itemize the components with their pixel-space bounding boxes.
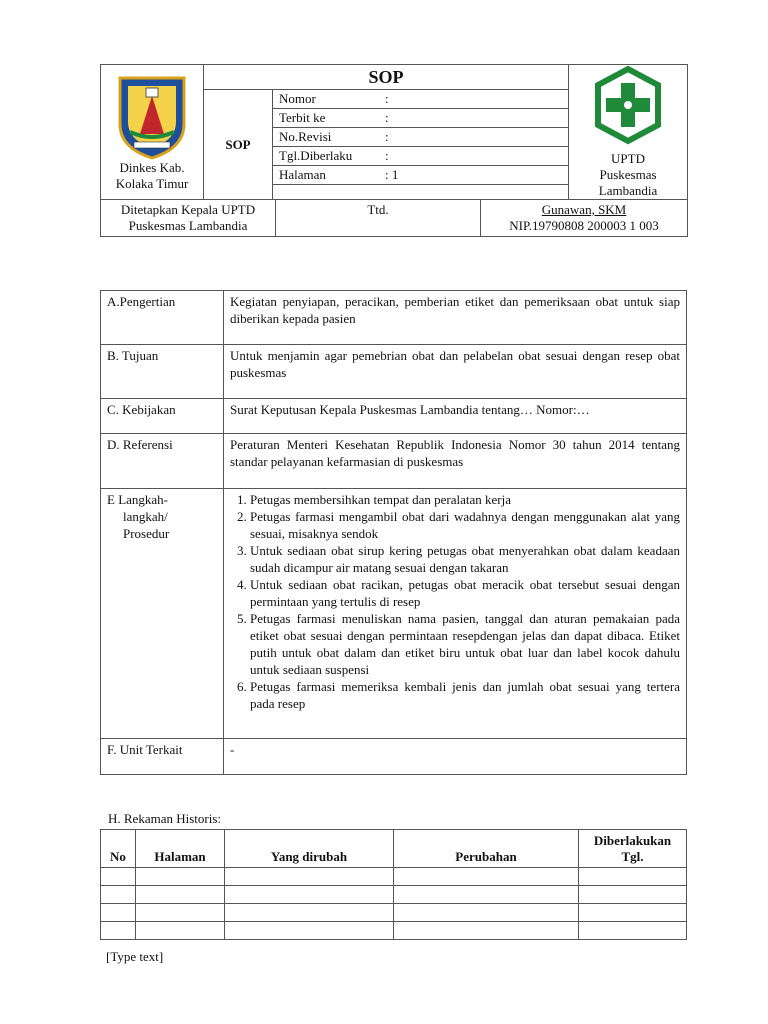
puskesmas-caption-line1: UPTD (611, 151, 645, 166)
sop-content-table (100, 290, 687, 775)
table-cell (225, 904, 394, 922)
section-row (101, 345, 687, 399)
field-label-nomor: Nomor (273, 90, 380, 109)
list-item: 5. Petugas farmasi menuliskan nama pasien, tanggal dan aturan pemakaian pada etiket obat sesuai dengan permintaan resepdengan jelas dan dapat dibaca. Etiket putih untuk obat dalam dan etiket biru untuk obat luar dan label kocok dahulu untuk sediaan suspensi (250, 610, 680, 678)
field-label-terbit: Terbit ke (273, 109, 380, 128)
signer-name: Gunawan, SKM (541, 202, 627, 217)
sop-title-top: SOP (204, 65, 569, 90)
field-value-terbit: : (379, 109, 569, 128)
puskesmas-logo-icon (592, 65, 664, 145)
section-text-referensi: Peraturan Menteri Kesehatan Republik Indonesia Nomor 30 tahun 2014 tentang standar pelayanan kefarmasian di puskesmas (224, 434, 687, 489)
list-item: 1. Petugas membersihkan tempat dan peralatan kerja (250, 491, 680, 508)
table-row (101, 868, 687, 886)
table-cell (136, 922, 225, 940)
section-label-langkah (101, 489, 224, 739)
puskesmas-caption-line2: Puskesmas (599, 167, 657, 182)
section-text-tujuan: Untuk menjamin agar pemebrian obat dan pelabelan obat sesuai dengan resep obat puskesmas (224, 345, 687, 399)
table-cell (101, 904, 136, 922)
dinkes-caption-line2: Kolaka Timur (115, 176, 189, 191)
table-cell (101, 868, 136, 886)
table-cell (101, 886, 136, 904)
sop-header-table (100, 64, 688, 200)
table-cell (225, 868, 394, 886)
list-item: 4. Untuk sediaan obat racikan, petugas obat meracik obat tersebut sesuai dengan permintaan yang tertulis di resep (250, 576, 680, 610)
section-row (101, 739, 687, 775)
field-label-halaman: Halaman (273, 166, 380, 185)
field-label-diberlaku: Tgl.Diberlaku (273, 147, 380, 166)
history-header-row (101, 830, 687, 868)
signer-cell (481, 200, 688, 237)
langkah-label-line1: E Langkah- (107, 492, 169, 507)
table-cell (579, 922, 687, 940)
sop-title-big: SOP (204, 90, 273, 200)
history-table (100, 829, 687, 940)
section-label-pengertian: A.Pengertian (101, 291, 224, 345)
footer-placeholder-text[interactable]: [Type text] (106, 949, 164, 964)
section-label-unit-terkait: F. Unit Terkait (101, 739, 224, 775)
puskesmas-caption-line3: Lambandia (598, 183, 658, 198)
field-value-nomor: : (379, 90, 569, 109)
signature-table (100, 199, 688, 237)
section-text-pengertian: Kegiatan penyiapan, peracikan, pemberian etiket dan pemeriksaan obat untuk siap diberikan kepada pasien (224, 291, 687, 345)
langkah-label-line3: Prosedur (123, 526, 170, 541)
table-row (101, 886, 687, 904)
list-item: 6. Petugas farmasi memeriksa kembali jenis dan jumlah obat sesuai yang tertera pada resep (250, 678, 680, 712)
section-text-kebijakan: Surat Keputusan Kepala Puskesmas Lambandia tentang… Nomor:… (224, 399, 687, 434)
list-item: 2. Petugas farmasi mengambil obat dari wadahnya dengan menggunakan alat yang sesuai, misaknya sendok (250, 508, 680, 542)
section-label-referensi: D. Referensi (101, 434, 224, 489)
field-value-revisi: : (379, 128, 569, 147)
history-col-diberlakukan (579, 830, 687, 868)
ditetapkan-cell (101, 200, 276, 237)
field-value-diberlaku: : (379, 147, 569, 166)
puskesmas-logo-cell (569, 65, 688, 200)
ditetapkan-line2: Puskesmas Lambandia (128, 218, 248, 233)
table-cell (136, 868, 225, 886)
table-cell (579, 868, 687, 886)
ditetapkan-line1: Ditetapkan Kepala UPTD (120, 202, 256, 217)
section-label-kebijakan: C. Kebijakan (101, 399, 224, 434)
section-row (101, 399, 687, 434)
langkah-label-line2: langkah/ (123, 509, 168, 524)
table-row (101, 904, 687, 922)
table-cell (101, 922, 136, 940)
langkah-steps-cell (224, 489, 687, 739)
list-item: 3. Untuk sediaan obat sirup kering petugas obat menyerahkan obat dalam keadaan sudah dicampur air matang sesuai dengan takaran (250, 542, 680, 576)
section-row-langkah (101, 489, 687, 739)
langkah-steps-list (230, 491, 680, 712)
table-cell (579, 904, 687, 922)
field-value-halaman: : 1 (379, 166, 569, 185)
table-cell (136, 886, 225, 904)
history-col-halaman: Halaman (136, 830, 225, 868)
dinkes-logo-cell (101, 65, 204, 200)
table-cell (394, 904, 579, 922)
table-cell (225, 922, 394, 940)
history-col-perubahan: Perubahan (394, 830, 579, 868)
history-title: H. Rekaman Historis: (108, 811, 222, 826)
history-col-yang-dirubah: Yang dirubah (225, 830, 394, 868)
table-cell (394, 868, 579, 886)
section-text-unit-terkait: - (224, 739, 687, 775)
field-spacer (273, 185, 569, 200)
field-label-revisi: No.Revisi (273, 128, 380, 147)
section-row (101, 434, 687, 489)
table-cell (394, 922, 579, 940)
table-cell (225, 886, 394, 904)
section-label-tujuan: B. Tujuan (101, 345, 224, 399)
table-cell (394, 886, 579, 904)
kolaka-timur-emblem-icon (114, 72, 190, 160)
dinkes-caption-line1: Dinkes Kab. (119, 160, 185, 175)
history-col-diberlakukan-line2: Tgl. (621, 849, 644, 864)
signer-nip: NIP.19790808 200003 1 003 (509, 218, 659, 233)
history-col-diberlakukan-line1: Diberlakukan (593, 833, 672, 848)
section-row (101, 291, 687, 345)
table-row (101, 922, 687, 940)
table-cell (579, 886, 687, 904)
history-col-no: No (101, 830, 136, 868)
table-cell (136, 904, 225, 922)
ttd-cell: Ttd. (276, 200, 481, 237)
